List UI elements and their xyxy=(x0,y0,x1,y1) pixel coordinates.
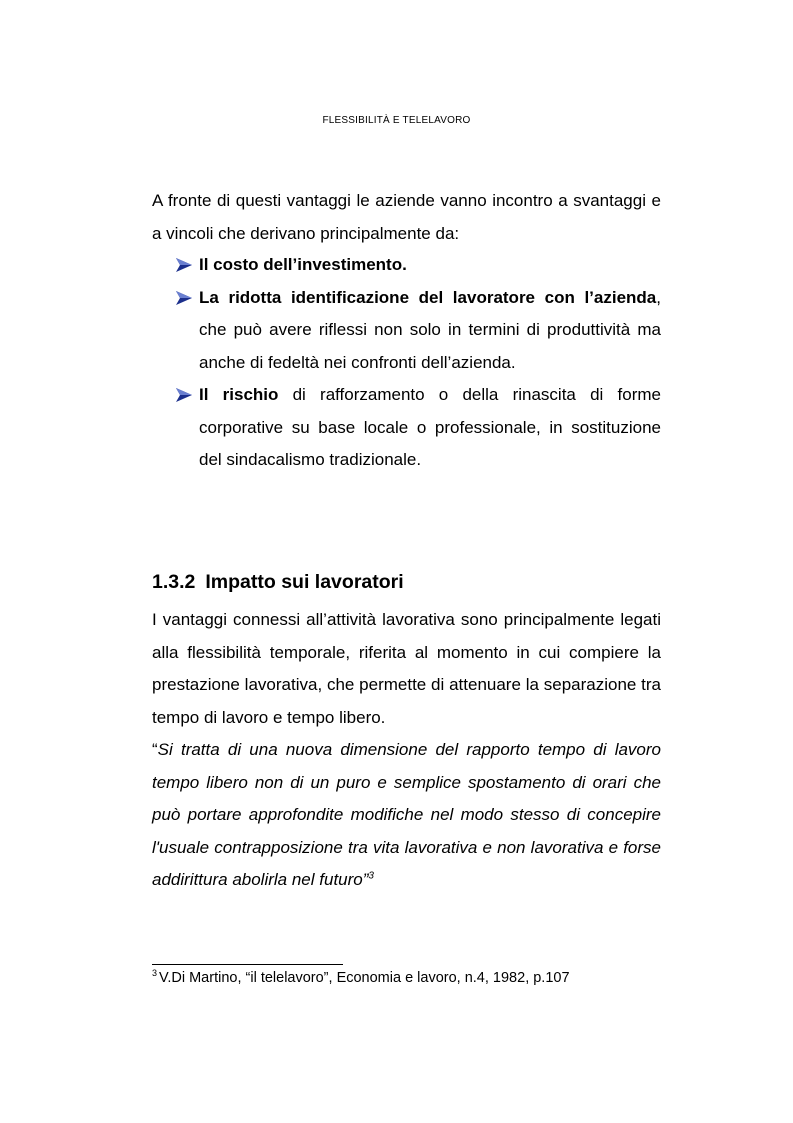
section-number: 1.3.2 xyxy=(152,571,196,593)
section-body xyxy=(152,604,661,897)
bullet-bold: La ridotta identificazione del lavoratore con l’azienda xyxy=(199,287,657,307)
intro-paragraph xyxy=(152,185,661,250)
footnote-text: V.Di Martino, “il telelavoro”, Economia e lavoro, n.4, 1982, p.107 xyxy=(159,970,570,986)
quote-open-mark: “ xyxy=(152,740,158,759)
intro-text: A fronte di questi vantaggi le aziende vanno incontro a svantaggi e a vincoli che derivano principalmente da: xyxy=(152,191,661,243)
bullet-text: , che può avere riflessi non solo in termini di produttività ma anche di fedeltà nei confronti dell’azienda. xyxy=(199,287,661,372)
arrow-bullet-icon xyxy=(176,258,192,272)
quote-paragraph xyxy=(152,734,661,897)
footnote-mark: 3 xyxy=(152,968,158,979)
bullet-item xyxy=(152,249,661,282)
bullet-text: di rafforzamento o della rinascita di forme corporative su base locale o professionale, in sostituzione del sindacalismo tradizionale. xyxy=(199,385,661,469)
bullet-item xyxy=(152,379,661,477)
arrow-bullet-icon xyxy=(176,388,192,402)
bullet-item xyxy=(152,282,661,380)
bullet-bold: Il rischio xyxy=(199,385,279,404)
footnote-reference[interactable]: 3 xyxy=(368,870,374,882)
footnote-divider xyxy=(152,964,343,965)
section-title: Impatto sui lavoratori xyxy=(205,571,404,593)
arrow-bullet-icon xyxy=(176,291,192,305)
bullet-list xyxy=(152,249,661,477)
section-heading xyxy=(152,571,404,594)
body-paragraph: I vantaggi connessi all’attività lavorativa sono principalmente legati alla flessibilità temporale, riferita al momento in cui compiere la prestazione lavorativa, che permette di attenuare la separazione tra tempo di lavoro e tempo libero. xyxy=(152,610,661,727)
running-title: FLESSIBILITÀ E TELELAVORO xyxy=(322,115,471,126)
bullet-bold: Il costo dell’investimento. xyxy=(199,255,407,274)
quote-text: Si tratta di una nuova dimensione del rapporto tempo di lavoro tempo libero non di un puro e semplice spostamento di orari che può portare approfondite modifiche nel modo stesso di concepire l'usuale contrapposizione tra vita lavorativa e non lavorativa e forse addirittura abolirla nel futuro” xyxy=(152,740,661,889)
footnote xyxy=(152,970,570,986)
